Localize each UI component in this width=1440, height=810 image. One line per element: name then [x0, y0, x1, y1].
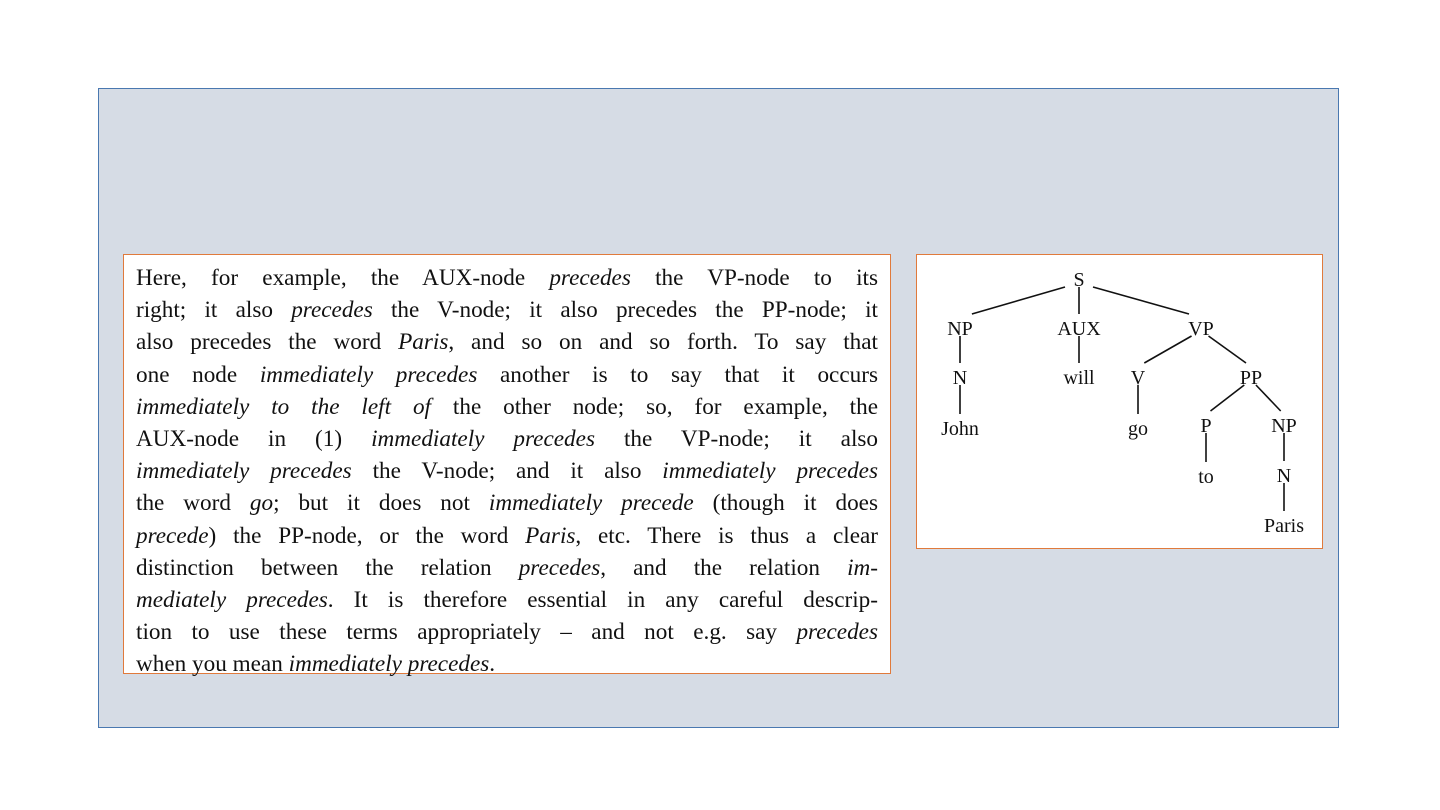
tree-node-john: John: [941, 418, 979, 440]
paragraph-line: [136, 487, 878, 519]
italic-term: immediately precedes: [259, 361, 478, 388]
text-run: ) the PP-node, or the word: [208, 522, 526, 549]
paragraph-line: [136, 648, 878, 680]
tree-edge-s-np1: [972, 287, 1065, 314]
text-run: also precedes the word: [136, 329, 399, 356]
italic-term: immediately precede: [488, 490, 694, 517]
paragraph-line: [136, 552, 878, 584]
tree-node-go: go: [1128, 418, 1148, 440]
italic-term: precede: [136, 522, 209, 549]
paragraph-line: [136, 326, 878, 358]
text-run: .: [489, 651, 496, 678]
paragraph-line: [136, 616, 878, 648]
tree-node-vp: VP: [1188, 318, 1214, 340]
paragraph-line: [136, 359, 878, 391]
tree-node-paris: Paris: [1264, 515, 1304, 537]
paragraph-line: [136, 455, 878, 487]
italic-term: immediately precedes: [371, 426, 595, 453]
tree-node-will: will: [1063, 367, 1095, 389]
text-run: the word: [136, 490, 250, 517]
italic-term: Paris: [398, 329, 449, 356]
text-run: , etc. There is thus a clear: [575, 522, 879, 549]
text-run: AUX-node in (1): [136, 426, 372, 453]
paragraph-line: [136, 262, 878, 294]
text-run: distinction between the relation: [136, 554, 519, 581]
text-run: the other node; so, for example, the: [431, 393, 878, 420]
text-run: Here, for example, the AUX-node: [136, 265, 550, 291]
italic-term: immediately precedes: [662, 458, 878, 485]
italic-term: go: [249, 490, 274, 517]
italic-term: precedes: [796, 619, 878, 646]
italic-term: precedes: [518, 554, 601, 581]
italic-term: immediately to the left of: [136, 393, 431, 420]
tree-node-v: V: [1130, 367, 1146, 389]
text-run: the V-node; it also precedes the PP-node; it: [372, 297, 878, 324]
text-run: one node: [136, 361, 260, 388]
tree-edge-vp-pp: [1209, 336, 1247, 363]
tree-node-n1: N: [952, 367, 968, 389]
text-run: right; it also: [136, 297, 292, 324]
italic-term: precedes: [549, 265, 631, 291]
tree-node-s: S: [1073, 269, 1085, 291]
text-run: tion to use these terms appropriately – and not e.g. say: [136, 619, 797, 646]
paragraph-line: [136, 391, 878, 423]
syntax-tree-diagram: [917, 255, 1324, 550]
tree-node-pp: PP: [1239, 367, 1263, 389]
tree-edge-vp-v: [1144, 336, 1191, 363]
text-run: , and the relation: [600, 554, 848, 581]
text-run: , and so on and so forth. To say that: [448, 329, 878, 356]
text-excerpt-panel: [123, 254, 891, 678]
text-run: the VP-node to its: [630, 265, 878, 291]
italic-term: precedes: [291, 297, 373, 324]
paragraph-line: [136, 294, 878, 326]
italic-term: immediately precedes: [136, 458, 352, 485]
text-run: when you mean: [136, 651, 289, 678]
text-run: ; but it does not: [273, 490, 489, 517]
tree-node-p: P: [1200, 415, 1212, 437]
tree-node-n2: N: [1276, 465, 1292, 487]
paragraph-line: [136, 423, 878, 455]
tree-node-np2: NP: [1271, 415, 1297, 437]
italic-term: im-: [847, 554, 878, 581]
tree-edge-s-vp: [1093, 287, 1189, 314]
text-run: the VP-node; it also: [594, 426, 878, 453]
syntax-tree-panel: [916, 254, 1323, 549]
paragraph-line: [136, 520, 878, 552]
text-run: (though it does: [693, 490, 879, 517]
text-run: another is to say that it occurs: [477, 361, 878, 388]
italic-term: mediately precedes: [136, 587, 328, 614]
text-run: . It is therefore essential in any careful descrip-: [327, 587, 878, 614]
tree-node-to: to: [1198, 466, 1214, 488]
italic-term: immediately precedes: [288, 651, 490, 678]
paragraph-line: [136, 584, 878, 616]
italic-term: Paris: [525, 522, 576, 549]
tree-node-np1: NP: [947, 318, 973, 340]
excerpt-paragraph: [136, 262, 878, 681]
tree-node-aux: AUX: [1057, 318, 1101, 340]
text-run: the V-node; and it also: [351, 458, 663, 485]
